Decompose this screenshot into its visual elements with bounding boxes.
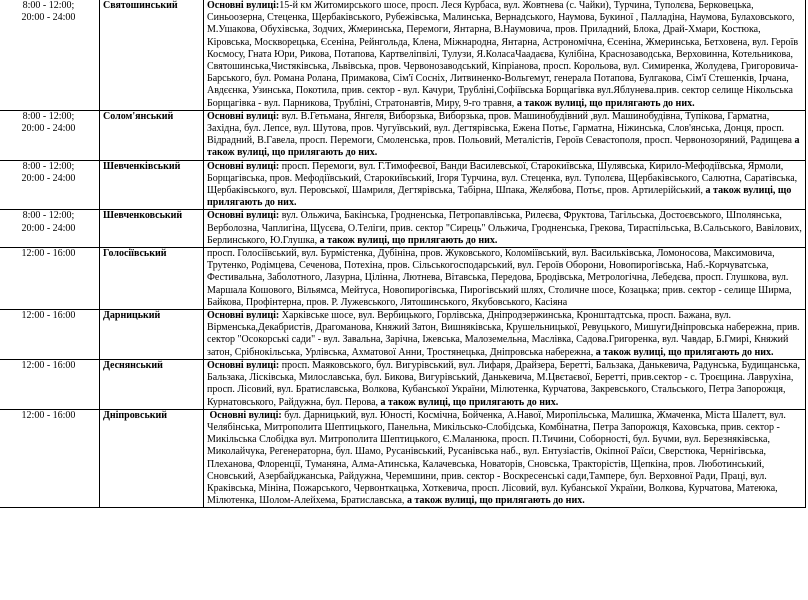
table-row (0, 210, 806, 248)
streets-cell (204, 110, 806, 160)
table-row (0, 409, 806, 508)
time-cell (0, 210, 100, 248)
time-slot: 12:00 - 16:00 (21, 359, 76, 371)
streets-text: бул. Дарницький, вул. Юності, Космічна, Бойченка, А.Навої, Миропільська, Малишка, Жмаченка, Міста Шалетт, вул. Челябінська, Митрополита Шептицького, Панельна, Микільсько-Слобідська, Комбінатна, Петра Запорожця, Каховська, прив. сектор - Микільська Слобідка вул. Митрополита Шептицького, Є.Маланюка, просп. П.Тичини, Соборності, бул. Бучми, вул. Березняківська, Миколайчука, Регенераторна, бул. Шамо, Русанівський, Русанівська наб., вул. Ентузіастів, Окіпної Раїси, Сверстюка, Чернігівська, Плеханова, Флоренції, Туманяна, Алма-Атинська, Калачевська, Новаторів, Сновська, Тракторістів, Щепкіна, пров. Люботинський, Сновський, Азербайджанська, Райдужна, Черемшини, прив. сектор - Вoскресенські сади,Тампере, бул. Верховної Ради, Праці, вул. Краківська, Мініна, Пожарського, Червонткацька, Хоткевича, просп. Лісовий, вул. Кубанської України, Волкова, Курчатова, Матеюка, Мілютенка, Шолом-Алейхема, Братиславська, (207, 409, 786, 507)
district-name: Шевченковський (100, 210, 204, 248)
streets-text: 15-й км Житомирського шосе, просп. Леся Курбаса, вул. Жовтнева (с. Чайки), Турчина, Туполєва, Берковецька, Синьоозерна, Стеценка, Щербаківського, Рубежівська, Малинська, Вернадського, Наумова, Букиної , Палладіна, Наумова, Булаховського, М.Ушакова, Обухівська, Зодчих, Жмеринська, Перемоги, Янтарна, В.Наумовича, пров. Приладний, Блока, Драй-Хмари, Костюка, Кіровська, Москворецька, Єсеніна, Рейнгольда, Клена, Міжнародна, Янтарна, Астрономічна, Єсеніна, Жмеринська, Бетховена, вул. Героїв Космосу, Гната Юри, Рикова, Потапова, Картвеліпвілі, Тулузи, Я.КоласаЧаадаєва, Кулібіна, Краснозаводська, Верховинна, Котельникова, Святошинська,Чистяківська, Львівська, пров. Червонозаводський, Кіпріанова, просп. Корольова, вул. Симиренка, Жолудева, Григоровича-Барського, бул. Романа Ролана, Примакова, Сім'ї Сосніх, Литвиненко-Вольгемут, генерала Потапова, Булгакова, Сім'ї Стешенків, Ірчана, Авдєєнка, Узинська, Покотила, прив. сектор - вул. Качури, Трубліні,Софіївська Борщагівка вул.Яблунева.прив. сектор селище Нікольська Борщагівка - вул. Парникова, Трубліні, Стратонавтів, Миру, 9-го травня, (207, 0, 799, 109)
streets-cell (204, 310, 806, 360)
time-cell (0, 0, 100, 110)
time-slot: 8:00 - 12:00; (22, 0, 75, 11)
streets-text: Харківське шосе, вул. Вербицького, Горлівська, Дніпродзержинська, Кронштадтська, просп. Бажана, вул. Вірменська,Декабристів, Драгоманова, Княжий Затон, Вишняківська, Крушельницької, Ревуцького, МишугиДніпровська набережна, прив. сектор "Осокорські сади" - вул. Завальна, Зарічна, Іжевська, Малоземельна, Маслівка, Садова.Григоренка, вул. Чавдар, Б.Гмирі, Княжий затон, Срібнокільська, Урлівська, Ахматової Анни, Тростянецька, Дніпровська набережна, (207, 310, 800, 358)
time-slot: 12:00 - 16:00 (21, 248, 76, 260)
time-cell (0, 248, 100, 310)
district-name: Святошинський (100, 0, 204, 110)
time-cell (0, 310, 100, 360)
streets-tail: а також вулиці, що прилягають до них. (595, 346, 774, 358)
streets-tail: а також вулиці, що прилягають до них. (319, 234, 498, 246)
time-slot: 12:00 - 16:00 (21, 409, 76, 421)
table-row (0, 110, 806, 160)
time-slot: 8:00 - 12:00; (22, 160, 75, 172)
streets-text: вул. Ольжича, Бакінська, Гродненська, Петропавлівська, Рилеєва, Фруктова, Тагільська, Достоєвського, Шполянська, Верболозна, Чаплигіна, Щусєва, О.Теліги, прив. сектор "Сирець" Ольжича, Гродненська, Грекова, Тираспільська, В.Сальського, Вавілових, Берлинського, Ю.Глушка, (207, 210, 802, 246)
time-slot: 12:00 - 16:00 (21, 310, 76, 322)
streets-tail: а також вулиці, що прилягають до них. (406, 495, 585, 507)
streets-tail: а також вулиці, що прилягають до них. (207, 135, 800, 159)
district-name: Голосіївський (100, 248, 204, 310)
streets-cell (204, 160, 806, 210)
district-name: Дніпровський (100, 409, 204, 508)
time-slot: 8:00 - 12:00; (22, 210, 75, 222)
time-cell (0, 110, 100, 160)
streets-label: Основні вулиці: (207, 310, 280, 322)
streets-text: просп. Маяковського, бул. Вигурівський, вул. Лифаря, Драйзера, Беретті, Бальзака, Данькевича, Радунська, Будищанська, Бальзака, Лісківська, Милославська, бул. Бикова, Вигурівський, Данькевича, М.Цвєтаєвої, Беретті, прив.сектор - с. Троєщина. Лаврухіна, просп. Лісовий, вул. Братиславська, Волкова, Кубанської України, Мілютенка, Курчатова, Закревського, Стальського, Петра Запорожця, Курнатовського, Райдужна, бул. Перова, (207, 359, 800, 408)
streets-text: просп. Голосіївський, вул. Бурмістенка, Дубініна, пров. Жуковського, Коломіївський, вул. Васильківська, Ломоносова, Максимовича, Трутенко, Родімцева, Сеченова, Потехіна, пров. Сільськогосподарський, вул. Героїв Оборони, Новопирогівська, Наб.-Корчуватська, Фестивальна, Заболотного, Лазурна, Цілінна, Лютнева, Вітавська, Передова, Бродівська, Метрологічна, Лебедєва, просп. Глушкова, вул. Маршала Кошового, Вільямса, Мейтуса, Новопирогівська, Пирогівський шлях, Столичне шосе, Козацька; прив. сектор - селище Ширма, Байкова, Профінтерна, пров. Р. Лужевського, Лятошинського, Якубовського, Касіяна (207, 248, 792, 308)
district-name: Солом'янський (100, 110, 204, 160)
table-row (0, 310, 806, 360)
streets-label: Основні вулиці: (207, 359, 280, 371)
streets-tail: а також вулиці, що прилягають до них. (207, 185, 792, 209)
district-name: Деснянський (100, 359, 204, 409)
streets-label: Основні вулиці: (207, 110, 280, 122)
time-cell (0, 160, 100, 210)
table-row (0, 0, 806, 110)
streets-label: Основні вулиці: (209, 409, 282, 421)
streets-label: Основні вулиці: (207, 210, 280, 222)
time-slot: 20:00 - 24:00 (21, 12, 76, 24)
time-slot: 20:00 - 24:00 (21, 222, 76, 234)
time-slot: 8:00 - 12:00; (22, 110, 75, 122)
time-slot: 20:00 - 24:00 (21, 172, 76, 184)
streets-cell (204, 359, 806, 409)
streets-text: просп. Перемоги, вул. Г.Тимофеєвої, Ванди Василевської, Старокиївська, Шулявська, Кирило-Мефодіївська, Ярмоли, Борщагівська, пров. Мефодіївський, Старокиївський, Ігоря Турчина, вул. Стеценка, вул. Туполєва, Щербаківського, Салютна, Саратівська, Щербаківського, вул. Перовської, Шамриля, Дегтярівська, Табірна, Шпака, Желябова, Потьє, пров. Артилерійський, (207, 160, 798, 197)
district-name: Шевченківський (100, 160, 204, 210)
streets-cell (204, 248, 806, 310)
district-name: Дарницький (100, 310, 204, 360)
streets-tail: а також вулиці, що прилягають до них. (380, 396, 559, 408)
streets-cell (204, 409, 806, 508)
streets-tail: а також вулиці, що прилягають до них. (516, 97, 695, 109)
time-cell (0, 359, 100, 409)
time-cell (0, 409, 100, 508)
table-row (0, 359, 806, 409)
streets-label: Основні вулиці: (207, 160, 280, 172)
streets-text: вул. В.Гетьмана, Янгеля, Виборзька, Виборзька, пров. Машинобудівний ,вул. Машинобудівна, Тупікова, Гарматна, Західна, бул. Лепсе, вул. Шутова, пров. Чугуївський, вул. Дегтярівська, Ежена Потьє, Гарматна, Ніжинська, Слов'янська, Донця, просп. Відрадний, В.Гавела, просп. Перемоги, Смоленська, пров. Польовий, Металістів, Героїв Севастополя, просп. Червонозоряний, Радищева (207, 110, 792, 147)
streets-cell (204, 0, 806, 110)
table-row (0, 160, 806, 210)
streets-label: Основні вулиці: (207, 0, 280, 11)
time-slot: 20:00 - 24:00 (21, 123, 76, 135)
streets-cell (204, 210, 806, 248)
table-row (0, 248, 806, 310)
